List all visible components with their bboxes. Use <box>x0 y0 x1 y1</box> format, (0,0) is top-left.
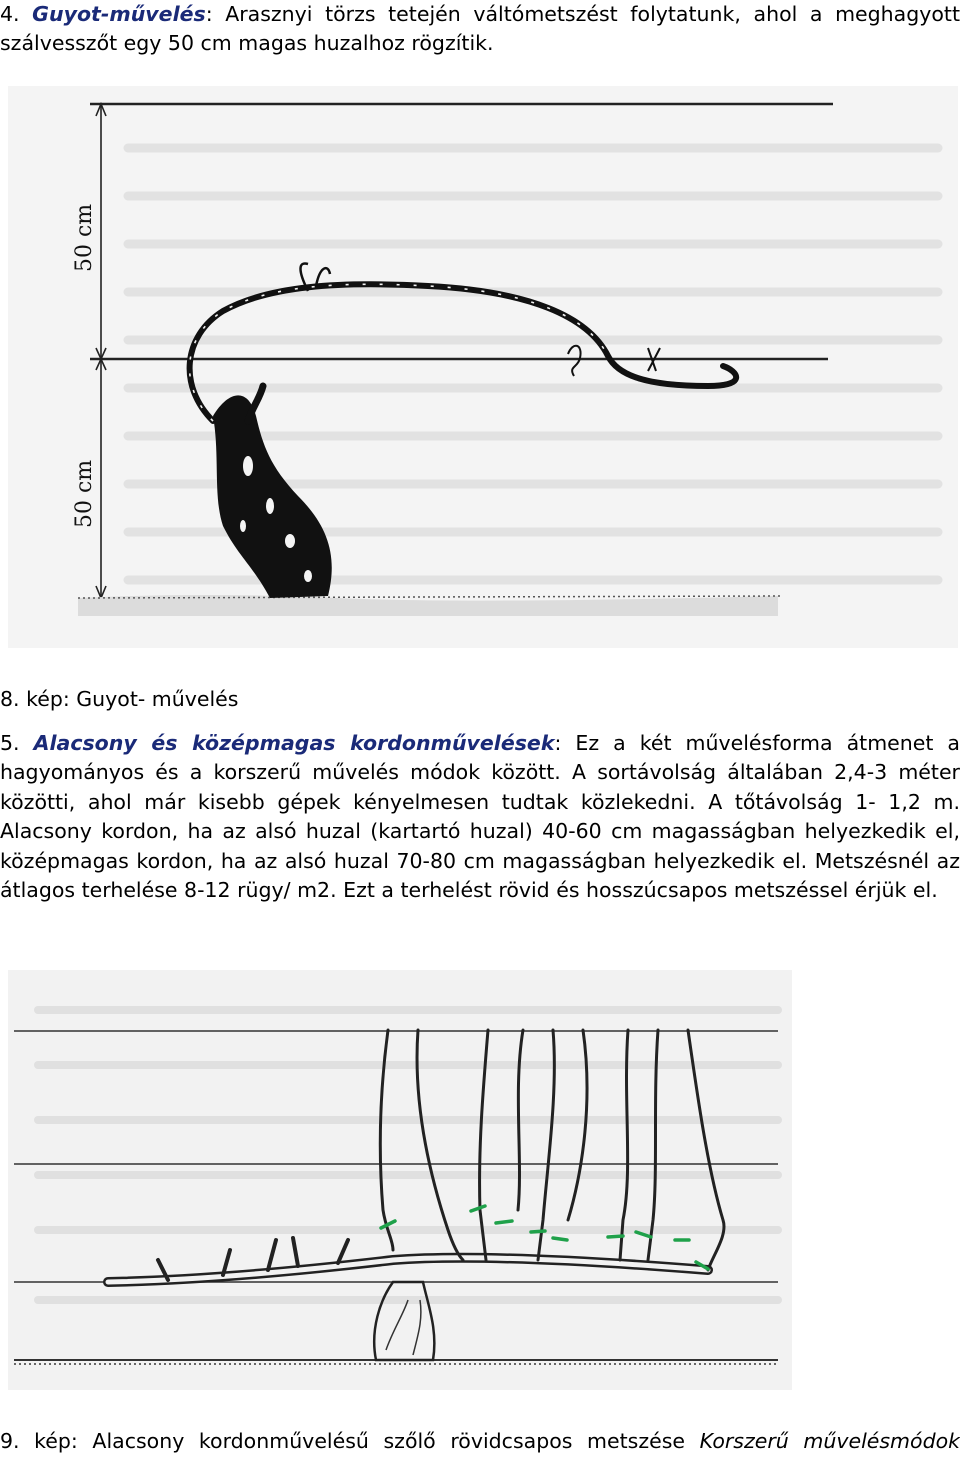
figure9-caption <box>0 1427 960 1456</box>
dimension-label-lower: 50 cm <box>72 459 97 528</box>
item-number: 4. <box>0 2 20 26</box>
item-number: 5. <box>0 731 20 755</box>
item-text: : Ez a két művelésforma átmenet a hagyományos és a korszerű művelés módok között. A sortávolság általában 2,4-3 méter közötti, ahol már kisebb gépek kényelmesen tudtak közlekedni. A tőtávolság 1- 1,2 m. Alacsony kordon, ha az alsó huzal (kartartó huzal) 40-60 cm magasságban helyezkedik el, középmagas kordon, ha az alsó huzal 70-80 cm magasságban helyezkedik el. Metszésnél az átlagos terhelése 8-12 rügy/ m2. Ezt a terhelést rövid és hosszúcsapos metszéssel érjük el. <box>0 731 960 903</box>
item-text: : Arasznyi törzs tetején váltómetszést folytatunk, ahol a meghagyott szálvesszőt egy 50 cm magas huzalhoz rögzítik. <box>0 2 960 56</box>
figure-cordon-drawing <box>8 970 792 1390</box>
figure9-caption-source: Korszerű művelésmódok <box>699 1429 960 1453</box>
item-term: Alacsony és középmagas kordonművelések <box>33 731 555 755</box>
paragraph-guyot <box>0 0 960 59</box>
figure8-caption: 8. kép: Guyot- művelés <box>0 687 239 711</box>
figure9-caption-main: 9. kép: Alacsony kordonművelésű szőlő rövidcsapos metszése <box>0 1429 685 1453</box>
dimension-label-upper: 50 cm <box>72 203 97 272</box>
item-term: Guyot-művelés <box>32 2 206 26</box>
figure-guyot-drawing <box>8 86 958 648</box>
paragraph-cordon <box>0 729 960 905</box>
